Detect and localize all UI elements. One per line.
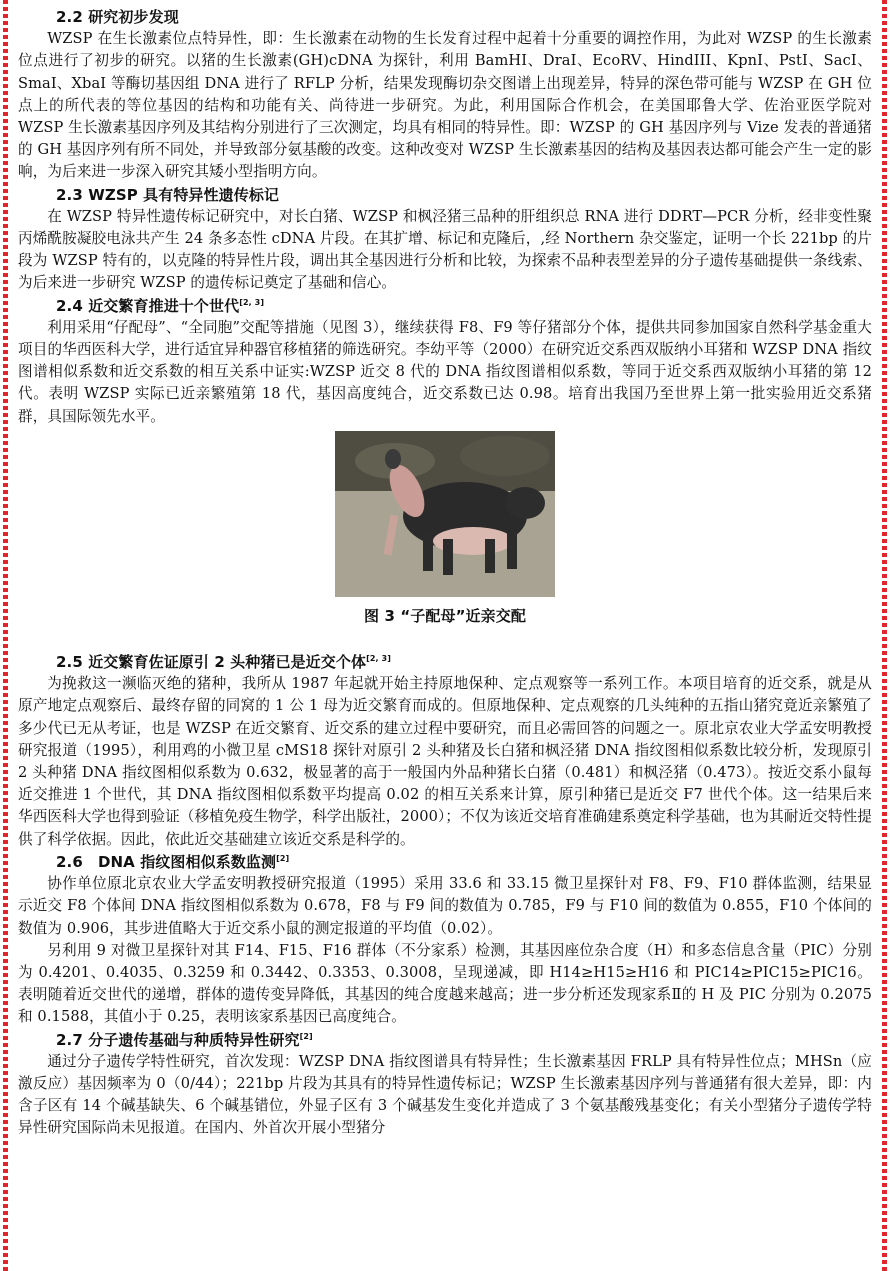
document-body	[18, 6, 872, 1140]
section-2-4-heading: 2.4 近交繁育推进十个世代[2, 3]	[56, 296, 265, 315]
figure-3-caption: 图 3 “子配母”近亲交配	[364, 606, 526, 625]
section-2-6-heading: 2.6 DNA 指纹图相似系数监测[2]	[56, 852, 290, 871]
pig-photo-illustration	[335, 431, 555, 597]
section-2-6-paragraph-1: 协作单位原北京农业大学孟安明教授研究报道（1995）采用 33.6 和 33.15 微卫星探针对 F8、F9、F10 群体监测，结果显示近交 F8 个体间 DNA 指纹图相似系数为 0.678，F8 与 F9 间的数值为 0.785，F9 与 F10 间的数值为 0.855，F10 个体间的数值为 0.906，其步进值略大于近交系小鼠的测定报道的平均值（0.02）。	[18, 875, 872, 937]
section-2-2-paragraph-1: WZSP 在生长激素位点特异性，即：生长激素在动物的生长发育过程中起着十分重要的调控作用，为此对 WZSP 的生长激素位点进行了初步的研究。以猪的生长激素(GH)cDNA 为探针，利用 BamHI、DraI、EcoRV、HindIII、KpnI、PstI、SacI、SmaI、XbaI 等酶切基因组 DNA 进行了 RFLP 分析，结果发现酶切杂交图谱上出现差异，特异的深色带可能与 WZSP 在 GH 位点上的所代表的等位基因的结构和功能有关、尚待进一步研究。为此，利用国际合作机会，在美国耶鲁大学、佐治亚医学院对 WZSP 生长激素基因序列及其结构分别进行了三次测定，均具有相同的特异性。即：WZSP 的 GH 基因序列与 Vize 发表的普通猪的 GH 基因序列有所不同处，并导致部分氨基酸的改变。这种改变对 WZSP 生长激素基因的结构及基因表达都可能会产生一定的影响，为后来进一步深入研究其矮小型指明方向。	[18, 30, 872, 181]
section-2-2-heading: 2.2 研究初步发现	[56, 8, 179, 26]
pig-mating-photo	[335, 431, 555, 597]
section-2-6-citation: [2]	[276, 853, 290, 863]
section-2-7-citation: [2]	[299, 1031, 313, 1041]
section-2-5-citation: [2, 3]	[366, 654, 391, 664]
section-2-7-paragraph-1: 通过分子遗传学特性研究，首次发现：WZSP DNA 指纹图谱具有特异性；生长激素基因 FRLP 具有特异性位点；MHSn（应激反应）基因频率为 0（0/44）；221bp 片段为其具有的特异性遗传标记；WZSP 生长激素基因序列与普通猪有很大差异，即：内含子区有 14 个碱基缺失、6 个碱基错位，外显子区有 3 个碱基发生变化并造成了 3 个氨基酸残基变化；有关小型猪分子遗传学特异性研究国际尚未见报道。在国内、外首次开展小型猪分	[18, 1052, 872, 1137]
section-2-4-paragraph-1: 利用采用“仔配母”、“全同胞”交配等措施（见图 3），继续获得 F8、F9 等仔猪部分个体，提供共同参加国家自然科学基金重大项目的华西医科大学，进行适宜异种器官移植猪的筛选研究。李幼平等（2000）在研究近交系西双版纳小耳猪和 WZSP DNA 指纹图谱相似系数和近交系数的相互关系中证实:WZSP 近交 8 代的 DNA 指纹图谱相似系数，等同于近交系西双版纳小耳猪的第 12 代。表明 WZSP 实际已近亲繁殖第 18 代，基因高度纯合，近交系数已达 0.98。培育出我国乃至世界上第一批实验用近交系猪群，具国际领先水平。	[18, 318, 872, 425]
section-2-3-heading: 2.3 WZSP 具有特异性遗传标记	[56, 185, 280, 204]
section-2-3-paragraph-1: 在 WZSP 特异性遗传标记研究中，对长白猪、WZSP 和枫泾猪三品种的肝组织总 RNA 进行 DDRT—PCR 分析，经非变性聚丙烯酰胺凝胶电泳共产生 24 条多态性 cDNA 片段。在其扩增、标记和克隆后，,经 Northern 杂交鉴定，证明一个长 221bp 的片段为 WZSP 特有的，以克隆的特异性片段，调出其全基因进行分析和比较，为探索不品种表型差异的分子遗传基础提供一条线索、为后来进一步研究 WZSP 的遗传标记奠定了基础和信心。	[18, 207, 872, 292]
figure-3	[18, 431, 872, 627]
section-2-4-citation: [2, 3]	[239, 297, 265, 307]
section-2-5-heading: 2.5 近交繁育佐证原引 2 头种猪已是近交个体[2, 3]	[56, 653, 391, 672]
section-2-7-heading: 2.7 分子遗传基础与种质特异性研究[2]	[56, 1030, 313, 1049]
left-decorative-border	[3, 0, 8, 1271]
section-2-5-paragraph-1: 为挽救这一濒临灭绝的猪种，我所从 1987 年起就开始主持原地保种、定点观察等一系列工作。本项目培育的近交系，就是从原产地定点观察后、最终存留的同窝的 1 公 1 母为近交繁育而成的。但原地保种、定点观察的几头纯种的五指山猪究竟近亲繁殖了多少代已无从考证，也是 WZSP 在近交繁育、近交系的建立过程中要研究，而且必需回答的问题之一。原北京农业大学孟安明教授研究报道（1995），利用鸡的小微卫星 cMS18 探针对原引 2 头种猪及长白猪和枫泾猪 DNA 指纹图相似系数比较分析，发现原引 2 头种猪 DNA 指纹图相似系数为 0.632，极显著的高于一般国内外品种猪长白猪（0.481）和枫泾猪（0.473）。按近交系小鼠每近交推进 1 个世代，其 DNA 指纹图相似系数平均提高 0.02 的相互关系来计算，原引种猪已是近交 F7 世代个体。这一结果后来华西医科大学也得到验证（移植免疫生物学，科学出版社，2000）；不仅为该近交培育准确建系奠定科学基础，也为其耐近交特性提供了科学依据。因此，依此近交基础建立该近交系是科学的。	[18, 675, 872, 848]
right-decorative-border	[882, 0, 887, 1271]
section-2-6-paragraph-2: 另利用 9 对微卫星探针对其 F14、F15、F16 群体（不分家系）检测，其基因座位杂合度（H）和多态信息含量（PIC）分别为 0.4201、0.4035、0.3259 和 0.3442、0.3353、0.3008，呈现递减，即 H14≥H15≥H16 和 PIC14≥PIC15≥PIC16。表明随着近交世代的递增，群体的遗传变异降低，其基因的纯合度越来越高；进一步分析还发现家系Ⅱ的 H 及 PIC 分别为 0.2075 和 0.1588，其值小于 0.25，表明该家系基因已高度纯合。	[18, 941, 872, 1026]
